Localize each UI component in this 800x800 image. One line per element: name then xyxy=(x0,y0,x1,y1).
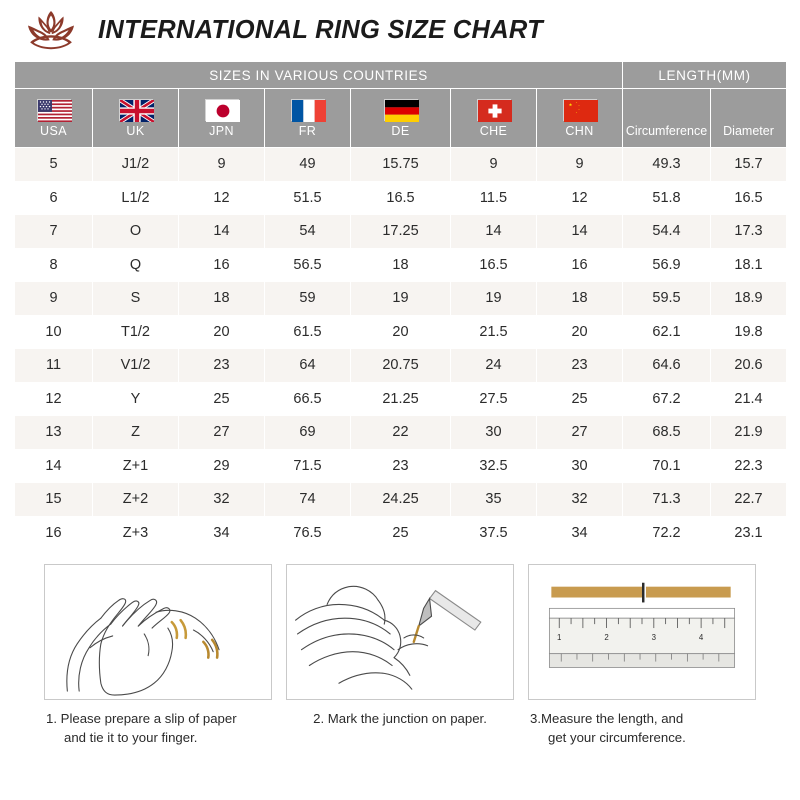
cell-jpn: 23 xyxy=(179,349,265,383)
cell-uk: Z xyxy=(93,416,179,450)
cell-fr: 51.5 xyxy=(265,181,351,215)
cell-fr: 56.5 xyxy=(265,248,351,282)
table-column-header-row xyxy=(15,89,787,148)
cell-jpn: 18 xyxy=(179,282,265,316)
column-label-circumference: Circumference xyxy=(625,124,708,138)
cell-uk: Q xyxy=(93,248,179,282)
cell-fr: 54 xyxy=(265,215,351,249)
page-header xyxy=(0,0,800,58)
flag-france-icon xyxy=(291,99,325,121)
cell-chn: 12 xyxy=(537,181,623,215)
cell-che: 21.5 xyxy=(451,315,537,349)
cell-chn: 34 xyxy=(537,516,623,550)
cell-che: 24 xyxy=(451,349,537,383)
svg-text:2: 2 xyxy=(604,632,609,642)
instruction-step-2 xyxy=(286,564,514,747)
column-label-uk: UK xyxy=(126,123,145,138)
flag-japan-icon xyxy=(205,99,239,121)
instruction-caption-2 xyxy=(286,709,514,728)
cell-che: 14 xyxy=(451,215,537,249)
cell-fr: 74 xyxy=(265,483,351,517)
cell-de: 20 xyxy=(351,315,451,349)
cell-circumference: 56.9 xyxy=(623,248,711,282)
cell-fr: 76.5 xyxy=(265,516,351,550)
cell-uk: Z+1 xyxy=(93,449,179,483)
svg-text:4: 4 xyxy=(698,632,704,642)
cell-circumference: 72.2 xyxy=(623,516,711,550)
cell-fr: 69 xyxy=(265,416,351,450)
cell-de: 17.25 xyxy=(351,215,451,249)
column-label-diameter: Diameter xyxy=(723,124,774,138)
ring-size-table xyxy=(14,61,787,550)
cell-che: 37.5 xyxy=(451,516,537,550)
instruction-line-1: 3.Measure the length, and xyxy=(530,711,684,726)
cell-diameter: 21.4 xyxy=(711,382,787,416)
table-row xyxy=(15,215,787,249)
cell-de: 23 xyxy=(351,449,451,483)
cell-usa: 9 xyxy=(15,282,93,316)
cell-che: 16.5 xyxy=(451,248,537,282)
ruler-measuring-paper-strip-illustration xyxy=(528,564,756,700)
instructions-section xyxy=(44,564,756,747)
table-row xyxy=(15,248,787,282)
cell-usa: 8 xyxy=(15,248,93,282)
column-label-usa: USA xyxy=(40,123,67,138)
column-label-chn: CHN xyxy=(565,123,594,138)
cell-uk: S xyxy=(93,282,179,316)
svg-text:1: 1 xyxy=(557,632,562,642)
cell-de: 18 xyxy=(351,248,451,282)
column-header-jpn xyxy=(179,89,265,148)
cell-diameter: 19.8 xyxy=(711,315,787,349)
cell-de: 22 xyxy=(351,416,451,450)
cell-che: 19 xyxy=(451,282,537,316)
column-label-fr: FR xyxy=(298,123,317,138)
cell-de: 16.5 xyxy=(351,181,451,215)
cell-usa: 10 xyxy=(15,315,93,349)
cell-circumference: 62.1 xyxy=(623,315,711,349)
cell-fr: 49 xyxy=(265,148,351,182)
cell-che: 35 xyxy=(451,483,537,517)
cell-circumference: 54.4 xyxy=(623,215,711,249)
column-header-che xyxy=(451,89,537,148)
cell-usa: 11 xyxy=(15,349,93,383)
column-header-fr xyxy=(265,89,351,148)
cell-fr: 64 xyxy=(265,349,351,383)
group-header-length: LENGTH(MM) xyxy=(623,62,787,89)
cell-diameter: 22.3 xyxy=(711,449,787,483)
table-row xyxy=(15,382,787,416)
table-row xyxy=(15,416,787,450)
column-label-de: DE xyxy=(391,123,410,138)
instruction-line-1: 2. Mark the junction on paper. xyxy=(313,711,487,726)
flag-switzerland-icon xyxy=(477,99,511,121)
column-header-usa xyxy=(15,89,93,148)
cell-chn: 9 xyxy=(537,148,623,182)
cell-jpn: 9 xyxy=(179,148,265,182)
hand-marking-paper-with-pen-illustration xyxy=(286,564,514,700)
cell-circumference: 67.2 xyxy=(623,382,711,416)
svg-text:3: 3 xyxy=(651,632,657,642)
cell-circumference: 71.3 xyxy=(623,483,711,517)
cell-jpn: 14 xyxy=(179,215,265,249)
cell-de: 20.75 xyxy=(351,349,451,383)
cell-jpn: 16 xyxy=(179,248,265,282)
cell-de: 24.25 xyxy=(351,483,451,517)
cell-usa: 15 xyxy=(15,483,93,517)
cell-jpn: 34 xyxy=(179,516,265,550)
cell-chn: 23 xyxy=(537,349,623,383)
table-row xyxy=(15,282,787,316)
cell-uk: L1/2 xyxy=(93,181,179,215)
cell-diameter: 18.9 xyxy=(711,282,787,316)
flag-usa-icon xyxy=(37,99,71,121)
instruction-line-2: get your circumference. xyxy=(548,730,686,746)
cell-diameter: 18.1 xyxy=(711,248,787,282)
cell-che: 9 xyxy=(451,148,537,182)
cell-fr: 59 xyxy=(265,282,351,316)
column-header-uk xyxy=(93,89,179,148)
cell-uk: Z+2 xyxy=(93,483,179,517)
cell-de: 21.25 xyxy=(351,382,451,416)
instruction-step-3 xyxy=(528,564,756,747)
instruction-caption-3 xyxy=(528,709,756,747)
cell-che: 11.5 xyxy=(451,181,537,215)
cell-de: 15.75 xyxy=(351,148,451,182)
cell-diameter: 16.5 xyxy=(711,181,787,215)
cell-diameter: 21.9 xyxy=(711,416,787,450)
column-header-chn xyxy=(537,89,623,148)
flag-uk-icon xyxy=(119,99,153,121)
table-row xyxy=(15,449,787,483)
cell-circumference: 49.3 xyxy=(623,148,711,182)
cell-che: 27.5 xyxy=(451,382,537,416)
cell-uk: Z+3 xyxy=(93,516,179,550)
cell-usa: 5 xyxy=(15,148,93,182)
cell-chn: 25 xyxy=(537,382,623,416)
cell-usa: 16 xyxy=(15,516,93,550)
cell-usa: 14 xyxy=(15,449,93,483)
cell-fr: 66.5 xyxy=(265,382,351,416)
cell-jpn: 20 xyxy=(179,315,265,349)
instruction-caption-1 xyxy=(44,709,272,747)
column-header-diameter xyxy=(711,89,787,148)
cell-chn: 30 xyxy=(537,449,623,483)
cell-diameter: 22.7 xyxy=(711,483,787,517)
cell-usa: 13 xyxy=(15,416,93,450)
cell-circumference: 68.5 xyxy=(623,416,711,450)
cell-diameter: 23.1 xyxy=(711,516,787,550)
cell-uk: J1/2 xyxy=(93,148,179,182)
page-title: INTERNATIONAL RING SIZE CHART xyxy=(98,15,544,44)
cell-chn: 32 xyxy=(537,483,623,517)
column-header-de xyxy=(351,89,451,148)
instruction-line-2: and tie it to your finger. xyxy=(64,730,198,746)
group-header-countries: SIZES IN VARIOUS COUNTRIES xyxy=(15,62,623,89)
cell-fr: 71.5 xyxy=(265,449,351,483)
cell-de: 19 xyxy=(351,282,451,316)
cell-circumference: 51.8 xyxy=(623,181,711,215)
column-header-circumference xyxy=(623,89,711,148)
flag-china-icon xyxy=(563,99,597,121)
cell-che: 32.5 xyxy=(451,449,537,483)
table-group-header-row xyxy=(15,62,787,89)
cell-usa: 6 xyxy=(15,181,93,215)
cell-chn: 18 xyxy=(537,282,623,316)
table-row xyxy=(15,483,787,517)
table-body xyxy=(15,148,787,550)
flag-germany-icon xyxy=(384,99,418,121)
cell-diameter: 15.7 xyxy=(711,148,787,182)
cell-chn: 16 xyxy=(537,248,623,282)
lotus-yoga-logo-icon xyxy=(14,5,88,55)
table-row xyxy=(15,516,787,550)
cell-de: 25 xyxy=(351,516,451,550)
cell-che: 30 xyxy=(451,416,537,450)
table-row xyxy=(15,148,787,182)
cell-uk: Y xyxy=(93,382,179,416)
cell-circumference: 70.1 xyxy=(623,449,711,483)
hand-with-paper-strip-illustration xyxy=(44,564,272,700)
cell-jpn: 12 xyxy=(179,181,265,215)
cell-chn: 27 xyxy=(537,416,623,450)
cell-circumference: 59.5 xyxy=(623,282,711,316)
instruction-step-1 xyxy=(44,564,272,747)
cell-chn: 14 xyxy=(537,215,623,249)
cell-fr: 61.5 xyxy=(265,315,351,349)
cell-jpn: 32 xyxy=(179,483,265,517)
cell-usa: 7 xyxy=(15,215,93,249)
cell-jpn: 25 xyxy=(179,382,265,416)
table-row xyxy=(15,315,787,349)
table-row xyxy=(15,349,787,383)
column-label-che: CHE xyxy=(479,123,508,138)
table-row xyxy=(15,181,787,215)
cell-uk: T1/2 xyxy=(93,315,179,349)
cell-jpn: 29 xyxy=(179,449,265,483)
cell-uk: O xyxy=(93,215,179,249)
cell-jpn: 27 xyxy=(179,416,265,450)
cell-diameter: 17.3 xyxy=(711,215,787,249)
cell-circumference: 64.6 xyxy=(623,349,711,383)
cell-diameter: 20.6 xyxy=(711,349,787,383)
cell-chn: 20 xyxy=(537,315,623,349)
cell-uk: V1/2 xyxy=(93,349,179,383)
column-label-jpn: JPN xyxy=(209,123,234,138)
cell-usa: 12 xyxy=(15,382,93,416)
instruction-line-1: 1. Please prepare a slip of paper xyxy=(46,711,237,726)
